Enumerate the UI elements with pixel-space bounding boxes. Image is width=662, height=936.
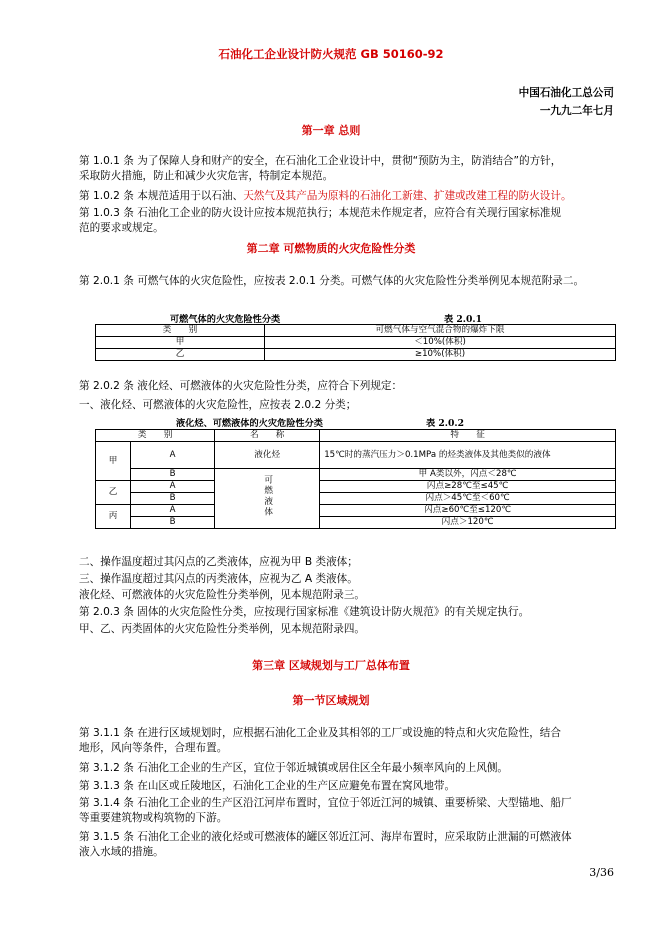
table-2-0-1-caption: 可燃气体的火灾危险性分类 [170,314,281,325]
table-cell: 15℃时的蒸汽压力＞0.1MPa 的烃类液体及其他类似的液体 [320,442,616,469]
clause-3-1-4-line2: 等重要建筑物或构筑物的下游。 [79,812,228,824]
table-cell: A [131,505,215,517]
issuer: 中国石油化工总公司 [518,87,614,99]
clause-1-0-1-line1: 第 1.0.1 条 为了保障人身和财产的安全，在石油化工企业设计中，贯彻“预防为主，防消结合”的方针， [79,155,562,167]
table-header-cell: 名 称 [215,430,320,442]
clause-1-0-1-line2: 采取防火措施，防止和减少火灾危害，特制定本规范。 [79,170,334,182]
clause-3-1-1 [79,726,639,756]
document-title: 石油化工企业设计防火规范 GB 50160-92 [218,47,444,61]
list-item-3: 三、操作温度超过其闪点的丙类液体，应视为乙 A 类液体。 [79,573,358,585]
table-2-0-2-caption: 液化烃、可燃液体的火灾危险性分类 [176,418,323,429]
chapter-1-heading: 第一章 总则 [301,124,361,137]
table-row [96,469,616,481]
clause-2-0-1: 第 2.0.1 条 可燃气体的火灾危险性，应按表 2.0.1 分类。可燃气体的火灾危险性分类举例见本规范附录二。 [79,275,585,287]
clause-2-0-2: 第 2.0.2 条 液化烃、可燃液体的火灾危险性分类，应符合下列规定： [79,380,403,392]
table-cell: B [131,517,215,529]
clause-3-1-5-line1: 第 3.1.5 条 石油化工企业的液化烃或可燃液体的罐区邻近江河、海岸布置时，应采取防止泄漏的可燃液体 [79,831,572,843]
table-cell [215,469,320,529]
table-row [96,349,616,361]
table-cell: 闪点≥28℃至≤45℃ [320,481,616,493]
list-item-2: 二、操作温度超过其闪点的乙类液体，应视为甲 B 类液体； [79,556,358,568]
clause-3-1-5 [79,830,639,860]
chapter-2-heading: 第二章 可燃物质的火灾危险性分类 [246,242,416,255]
clause-3-1-4 [79,796,639,826]
clause-3-1-4-line1: 第 3.1.4 条 石油化工企业的生产区沿江河岸布置时，宜位于邻近江河的城镇、重要桥梁、大型锚地、船厂 [79,797,572,809]
table-cell: B [131,469,215,481]
table-row [96,442,616,469]
table-header-cell: 可燃气体与空气混合物的爆炸下限 [265,325,616,337]
page-number: 3/36 [589,866,614,879]
table-row [96,505,616,517]
table-cell: 丙 [96,505,131,529]
clause-1-0-2-highlight: 天然气及其产品为原料的石油化工新建、扩建或改建工程的防火设计。 [243,190,572,202]
table-2-0-1 [95,324,616,361]
clause-1-0-1 [79,154,639,184]
table-row [96,493,616,505]
table-2-0-2 [95,429,616,529]
table-cell: 闪点＞45℃至＜60℃ [320,493,616,505]
chapter-3-heading: 第三章 区域规划与工厂总体布置 [252,659,410,672]
table-cell: A [131,442,215,469]
table-row [96,337,616,349]
clause-3-1-1-line2: 地形，风向等条件，合理布置。 [79,742,228,754]
table-cell: A [131,481,215,493]
clause-2-0-3: 第 2.0.3 条 固体的火灾危险性分类，应按现行国家标准《建筑设计防火规范》的有关规定执行。 [79,606,530,618]
table-cell-vertical-text: 可燃液体 [262,475,273,518]
table-2-0-1-number: 表 2.0.1 [444,314,482,325]
clause-1-0-3-line2: 范的要求或规定。 [79,222,164,234]
clause-3-1-2: 第 3.1.2 条 石油化工企业的生产区，宜位于邻近城镇或居住区全年最小频率风向的上风侧。 [79,762,509,774]
issue-date: 一九九二年七月 [539,105,614,117]
table-2-0-2-number: 表 2.0.2 [426,418,464,429]
table-cell: 甲 [96,442,131,481]
table-cell: B [131,493,215,505]
section-1-heading: 第一节区域规划 [292,694,370,707]
clause-3-1-1-line1: 第 3.1.1 条 在进行区域规划时，应根据石油化工企业及其相邻的工厂或设施的特点和火灾危险性，结合 [79,727,561,739]
table-cell: 甲 [96,337,265,349]
clause-1-0-2-text: 第 1.0.2 条 本规范适用于以石油、 [79,190,244,202]
table-cell: ≥10%(体积) [265,349,616,361]
clause-3-1-5-line2: 液入水域的措施。 [79,846,164,858]
table-header-cell: 类 别 [96,430,215,442]
clause-1-0-2 [79,189,639,204]
table-cell: 液化烃 [215,442,320,469]
table-cell: 乙 [96,481,131,505]
table-cell: 闪点＞120℃ [320,517,616,529]
clause-3-1-3: 第 3.1.3 条 在山区或丘陵地区，石油化工企业的生产区应避免布置在窝风地带。 [79,780,456,792]
table-row [96,517,616,529]
table-cell: ＜10%(体积) [265,337,616,349]
clause-1-0-3 [79,206,639,236]
table-cell: 闪点≥60℃至≤120℃ [320,505,616,517]
table-cell: 甲 A类以外，闪点＜28℃ [320,469,616,481]
table-cell: 乙 [96,349,265,361]
solid-example-note: 甲、乙、丙类固体的火灾危险性分类举例，见本规范附录四。 [79,623,366,635]
table-row [96,325,616,337]
list-item-1: 一、液化烃、可燃液体的火灾危险性，应按表 2.0.2 分类； [79,399,357,411]
clause-1-0-3-line1: 第 1.0.3 条 石油化工企业的防火设计应按本规范执行；本规范未作规定者，应符合有关现行国家标准规 [79,207,561,219]
table-row [96,430,616,442]
table-header-cell: 特 征 [320,430,616,442]
table-row [96,481,616,493]
table-header-cell: 类 别 [96,325,265,337]
liquid-example-note: 液化烃、可燃液体的火灾危险性分类举例，见本规范附录三。 [79,589,366,601]
